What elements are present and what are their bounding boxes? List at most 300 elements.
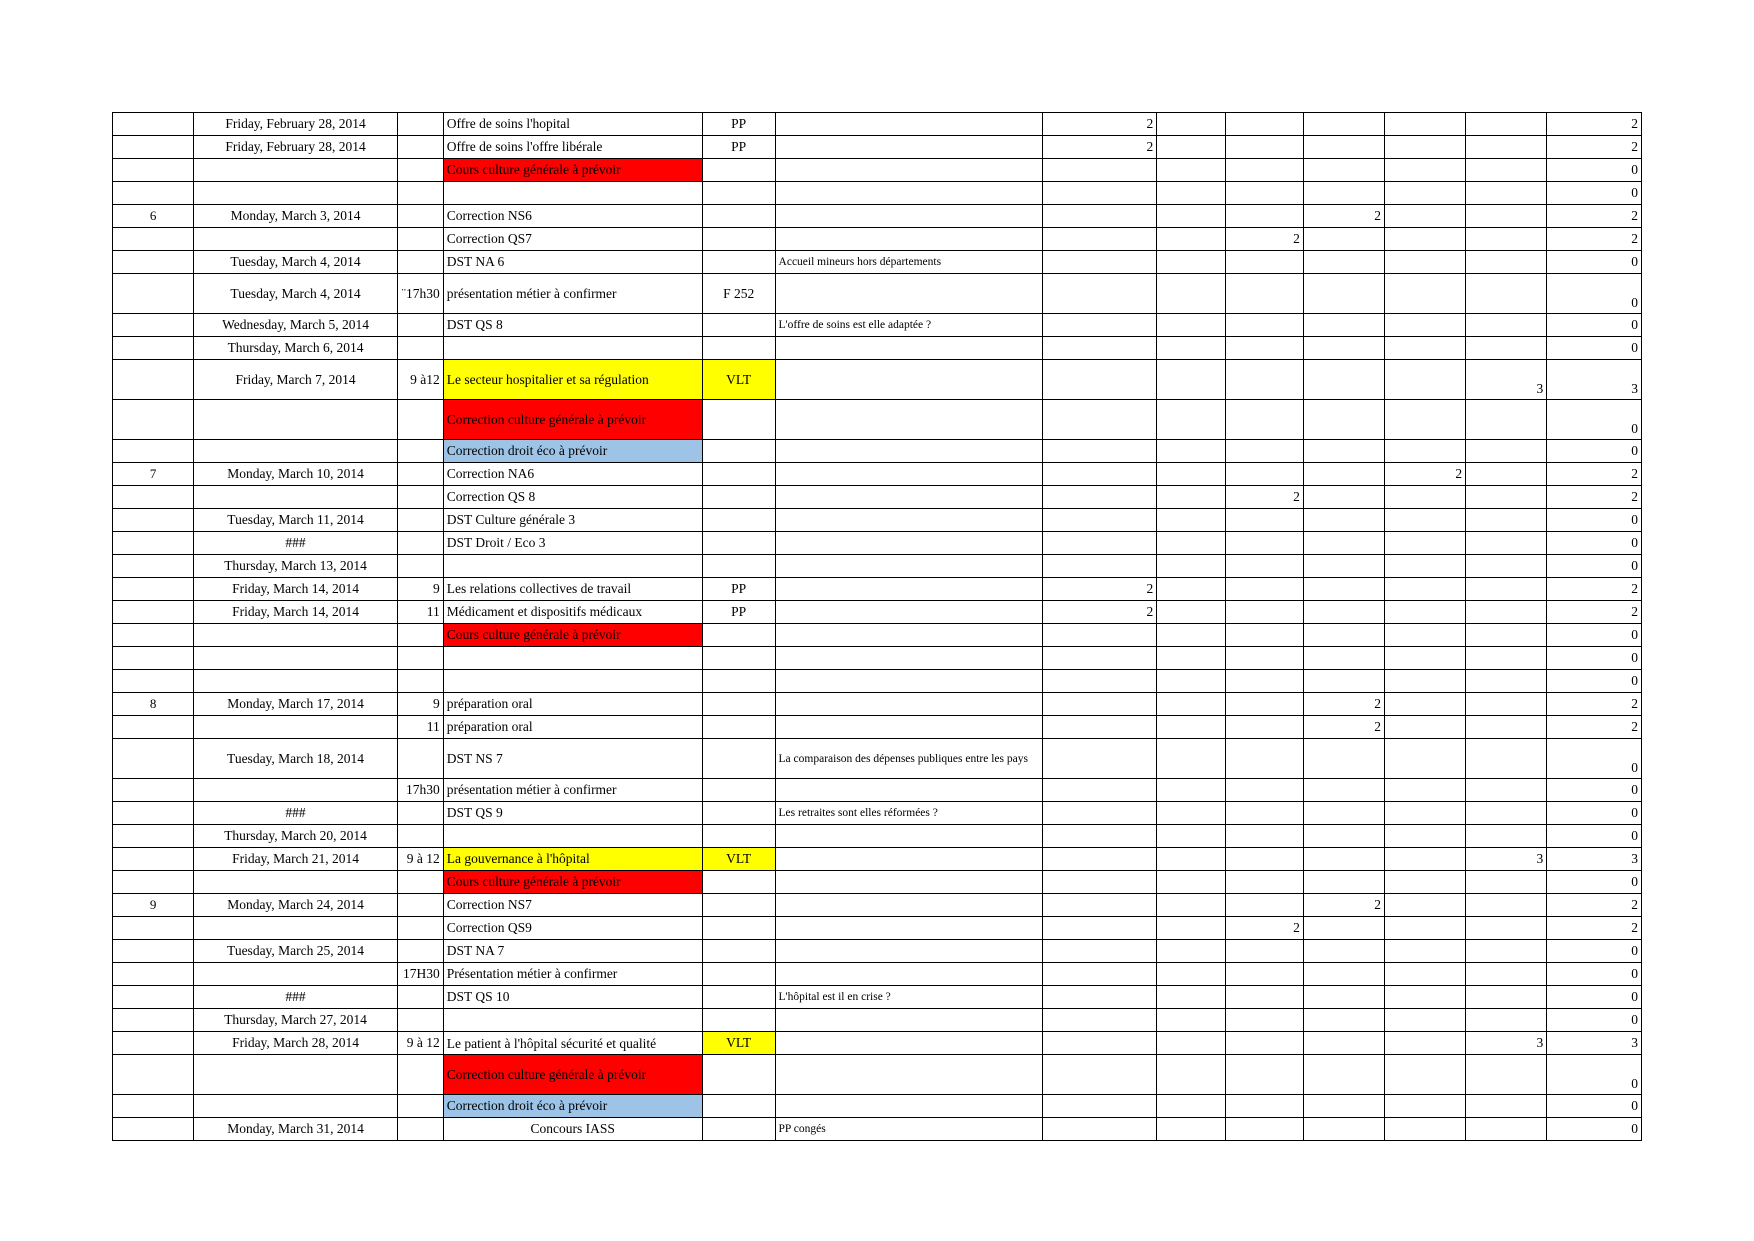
- value-cell-n6[interactable]: [1466, 647, 1547, 670]
- value-cell-n5[interactable]: [1385, 274, 1466, 314]
- value-cell-n5[interactable]: [1385, 205, 1466, 228]
- time-cell[interactable]: [397, 963, 443, 986]
- total-cell[interactable]: [1547, 136, 1642, 159]
- value-cell-n6[interactable]: [1466, 940, 1547, 963]
- date-cell[interactable]: [194, 113, 398, 136]
- date-cell[interactable]: [194, 624, 398, 647]
- time-cell[interactable]: [397, 486, 443, 509]
- value-cell-n1[interactable]: [1042, 693, 1156, 716]
- week-cell[interactable]: [113, 716, 194, 739]
- value-cell-n4[interactable]: [1303, 274, 1384, 314]
- room-cell[interactable]: [702, 739, 775, 779]
- date-cell[interactable]: [194, 578, 398, 601]
- week-cell[interactable]: [113, 894, 194, 917]
- week-cell[interactable]: [113, 693, 194, 716]
- topic-cell[interactable]: [443, 251, 702, 274]
- note-cell[interactable]: [775, 486, 1042, 509]
- value-cell-n2[interactable]: [1157, 1055, 1226, 1095]
- room-cell[interactable]: [702, 136, 775, 159]
- total-cell[interactable]: [1547, 1032, 1642, 1055]
- value-cell-n2[interactable]: [1157, 463, 1226, 486]
- total-cell[interactable]: [1547, 716, 1642, 739]
- value-cell-n6[interactable]: [1466, 400, 1547, 440]
- week-cell[interactable]: [113, 136, 194, 159]
- total-cell[interactable]: [1547, 647, 1642, 670]
- value-cell-n2[interactable]: [1157, 1009, 1226, 1032]
- value-cell-n6[interactable]: [1466, 113, 1547, 136]
- time-cell[interactable]: [397, 1118, 443, 1141]
- value-cell-n4[interactable]: [1303, 963, 1384, 986]
- week-cell[interactable]: [113, 848, 194, 871]
- total-cell[interactable]: [1547, 1055, 1642, 1095]
- value-cell-n5[interactable]: [1385, 251, 1466, 274]
- time-cell[interactable]: [397, 182, 443, 205]
- time-cell[interactable]: [397, 314, 443, 337]
- room-cell[interactable]: [702, 440, 775, 463]
- value-cell-n5[interactable]: [1385, 1055, 1466, 1095]
- time-cell[interactable]: [397, 251, 443, 274]
- value-cell-n6[interactable]: [1466, 578, 1547, 601]
- week-cell[interactable]: [113, 601, 194, 624]
- value-cell-n6[interactable]: [1466, 624, 1547, 647]
- time-cell[interactable]: [397, 400, 443, 440]
- date-cell[interactable]: [194, 486, 398, 509]
- value-cell-n5[interactable]: [1385, 1009, 1466, 1032]
- value-cell-n2[interactable]: [1157, 400, 1226, 440]
- time-cell[interactable]: [397, 647, 443, 670]
- value-cell-n4[interactable]: [1303, 337, 1384, 360]
- value-cell-n1[interactable]: [1042, 532, 1156, 555]
- value-cell-n5[interactable]: [1385, 802, 1466, 825]
- value-cell-n4[interactable]: [1303, 360, 1384, 400]
- total-cell[interactable]: [1547, 802, 1642, 825]
- value-cell-n2[interactable]: [1157, 825, 1226, 848]
- value-cell-n2[interactable]: [1157, 871, 1226, 894]
- week-cell[interactable]: [113, 647, 194, 670]
- week-cell[interactable]: [113, 779, 194, 802]
- value-cell-n2[interactable]: [1157, 739, 1226, 779]
- time-cell[interactable]: [397, 360, 443, 400]
- time-cell[interactable]: [397, 1032, 443, 1055]
- value-cell-n4[interactable]: [1303, 159, 1384, 182]
- total-cell[interactable]: [1547, 360, 1642, 400]
- value-cell-n2[interactable]: [1157, 848, 1226, 871]
- topic-cell[interactable]: [443, 314, 702, 337]
- topic-cell[interactable]: [443, 1055, 702, 1095]
- total-cell[interactable]: [1547, 825, 1642, 848]
- time-cell[interactable]: [397, 555, 443, 578]
- topic-cell[interactable]: [443, 228, 702, 251]
- value-cell-n6[interactable]: [1466, 779, 1547, 802]
- value-cell-n2[interactable]: [1157, 779, 1226, 802]
- week-cell[interactable]: [113, 251, 194, 274]
- room-cell[interactable]: [702, 1055, 775, 1095]
- value-cell-n3[interactable]: [1225, 1118, 1303, 1141]
- value-cell-n3[interactable]: [1225, 1055, 1303, 1095]
- value-cell-n4[interactable]: [1303, 440, 1384, 463]
- value-cell-n4[interactable]: [1303, 871, 1384, 894]
- note-cell[interactable]: [775, 228, 1042, 251]
- value-cell-n3[interactable]: [1225, 917, 1303, 940]
- value-cell-n5[interactable]: [1385, 986, 1466, 1009]
- value-cell-n1[interactable]: [1042, 779, 1156, 802]
- value-cell-n5[interactable]: [1385, 159, 1466, 182]
- value-cell-n1[interactable]: [1042, 894, 1156, 917]
- value-cell-n1[interactable]: [1042, 1055, 1156, 1095]
- room-cell[interactable]: [702, 400, 775, 440]
- value-cell-n4[interactable]: [1303, 693, 1384, 716]
- value-cell-n6[interactable]: [1466, 337, 1547, 360]
- value-cell-n4[interactable]: [1303, 802, 1384, 825]
- note-cell[interactable]: [775, 113, 1042, 136]
- week-cell[interactable]: [113, 532, 194, 555]
- value-cell-n1[interactable]: [1042, 578, 1156, 601]
- time-cell[interactable]: [397, 716, 443, 739]
- note-cell[interactable]: [775, 647, 1042, 670]
- week-cell[interactable]: [113, 1095, 194, 1118]
- value-cell-n2[interactable]: [1157, 940, 1226, 963]
- topic-cell[interactable]: [443, 205, 702, 228]
- time-cell[interactable]: [397, 136, 443, 159]
- note-cell[interactable]: [775, 136, 1042, 159]
- date-cell[interactable]: [194, 182, 398, 205]
- value-cell-n5[interactable]: [1385, 894, 1466, 917]
- total-cell[interactable]: [1547, 532, 1642, 555]
- value-cell-n2[interactable]: [1157, 578, 1226, 601]
- value-cell-n2[interactable]: [1157, 360, 1226, 400]
- topic-cell[interactable]: [443, 1095, 702, 1118]
- week-cell[interactable]: [113, 314, 194, 337]
- value-cell-n6[interactable]: [1466, 274, 1547, 314]
- date-cell[interactable]: [194, 251, 398, 274]
- value-cell-n5[interactable]: [1385, 940, 1466, 963]
- date-cell[interactable]: [194, 647, 398, 670]
- total-cell[interactable]: [1547, 1009, 1642, 1032]
- value-cell-n2[interactable]: [1157, 647, 1226, 670]
- time-cell[interactable]: [397, 894, 443, 917]
- topic-cell[interactable]: [443, 917, 702, 940]
- room-cell[interactable]: [702, 555, 775, 578]
- value-cell-n3[interactable]: [1225, 337, 1303, 360]
- time-cell[interactable]: [397, 440, 443, 463]
- time-cell[interactable]: [397, 509, 443, 532]
- week-cell[interactable]: [113, 871, 194, 894]
- value-cell-n3[interactable]: [1225, 486, 1303, 509]
- value-cell-n3[interactable]: [1225, 205, 1303, 228]
- week-cell[interactable]: [113, 337, 194, 360]
- value-cell-n3[interactable]: [1225, 894, 1303, 917]
- room-cell[interactable]: [702, 486, 775, 509]
- room-cell[interactable]: [702, 779, 775, 802]
- value-cell-n1[interactable]: [1042, 624, 1156, 647]
- value-cell-n5[interactable]: [1385, 624, 1466, 647]
- value-cell-n4[interactable]: [1303, 624, 1384, 647]
- note-cell[interactable]: [775, 159, 1042, 182]
- room-cell[interactable]: [702, 360, 775, 400]
- value-cell-n3[interactable]: [1225, 578, 1303, 601]
- room-cell[interactable]: [702, 228, 775, 251]
- room-cell[interactable]: [702, 624, 775, 647]
- value-cell-n3[interactable]: [1225, 251, 1303, 274]
- value-cell-n3[interactable]: [1225, 159, 1303, 182]
- value-cell-n6[interactable]: [1466, 894, 1547, 917]
- note-cell[interactable]: [775, 532, 1042, 555]
- time-cell[interactable]: [397, 228, 443, 251]
- total-cell[interactable]: [1547, 940, 1642, 963]
- value-cell-n4[interactable]: [1303, 1118, 1384, 1141]
- room-cell[interactable]: [702, 463, 775, 486]
- value-cell-n5[interactable]: [1385, 113, 1466, 136]
- value-cell-n4[interactable]: [1303, 1095, 1384, 1118]
- value-cell-n6[interactable]: [1466, 1118, 1547, 1141]
- date-cell[interactable]: [194, 555, 398, 578]
- total-cell[interactable]: [1547, 314, 1642, 337]
- time-cell[interactable]: [397, 1095, 443, 1118]
- date-cell[interactable]: [194, 1118, 398, 1141]
- value-cell-n2[interactable]: [1157, 486, 1226, 509]
- date-cell[interactable]: [194, 739, 398, 779]
- topic-cell[interactable]: [443, 486, 702, 509]
- note-cell[interactable]: [775, 940, 1042, 963]
- value-cell-n5[interactable]: [1385, 228, 1466, 251]
- week-cell[interactable]: [113, 509, 194, 532]
- value-cell-n6[interactable]: [1466, 825, 1547, 848]
- time-cell[interactable]: [397, 274, 443, 314]
- value-cell-n2[interactable]: [1157, 1095, 1226, 1118]
- topic-cell[interactable]: [443, 509, 702, 532]
- date-cell[interactable]: [194, 716, 398, 739]
- date-cell[interactable]: [194, 136, 398, 159]
- week-cell[interactable]: [113, 486, 194, 509]
- week-cell[interactable]: [113, 825, 194, 848]
- value-cell-n5[interactable]: [1385, 182, 1466, 205]
- value-cell-n5[interactable]: [1385, 400, 1466, 440]
- room-cell[interactable]: [702, 578, 775, 601]
- value-cell-n2[interactable]: [1157, 205, 1226, 228]
- value-cell-n3[interactable]: [1225, 1032, 1303, 1055]
- note-cell[interactable]: [775, 509, 1042, 532]
- topic-cell[interactable]: [443, 802, 702, 825]
- time-cell[interactable]: [397, 205, 443, 228]
- value-cell-n6[interactable]: [1466, 228, 1547, 251]
- value-cell-n4[interactable]: [1303, 182, 1384, 205]
- room-cell[interactable]: [702, 917, 775, 940]
- value-cell-n3[interactable]: [1225, 624, 1303, 647]
- value-cell-n2[interactable]: [1157, 963, 1226, 986]
- value-cell-n5[interactable]: [1385, 825, 1466, 848]
- total-cell[interactable]: [1547, 400, 1642, 440]
- week-cell[interactable]: [113, 940, 194, 963]
- value-cell-n5[interactable]: [1385, 716, 1466, 739]
- time-cell[interactable]: [397, 601, 443, 624]
- date-cell[interactable]: [194, 779, 398, 802]
- value-cell-n2[interactable]: [1157, 274, 1226, 314]
- note-cell[interactable]: [775, 848, 1042, 871]
- date-cell[interactable]: [194, 1032, 398, 1055]
- topic-cell[interactable]: [443, 670, 702, 693]
- time-cell[interactable]: [397, 693, 443, 716]
- total-cell[interactable]: [1547, 509, 1642, 532]
- value-cell-n2[interactable]: [1157, 314, 1226, 337]
- value-cell-n2[interactable]: [1157, 182, 1226, 205]
- value-cell-n2[interactable]: [1157, 693, 1226, 716]
- topic-cell[interactable]: [443, 825, 702, 848]
- room-cell[interactable]: [702, 532, 775, 555]
- total-cell[interactable]: [1547, 228, 1642, 251]
- value-cell-n4[interactable]: [1303, 205, 1384, 228]
- value-cell-n6[interactable]: [1466, 463, 1547, 486]
- value-cell-n2[interactable]: [1157, 1032, 1226, 1055]
- value-cell-n2[interactable]: [1157, 986, 1226, 1009]
- value-cell-n5[interactable]: [1385, 1032, 1466, 1055]
- value-cell-n5[interactable]: [1385, 693, 1466, 716]
- date-cell[interactable]: [194, 871, 398, 894]
- week-cell[interactable]: [113, 670, 194, 693]
- value-cell-n2[interactable]: [1157, 440, 1226, 463]
- total-cell[interactable]: [1547, 739, 1642, 779]
- value-cell-n1[interactable]: [1042, 251, 1156, 274]
- value-cell-n1[interactable]: [1042, 825, 1156, 848]
- value-cell-n2[interactable]: [1157, 624, 1226, 647]
- week-cell[interactable]: [113, 400, 194, 440]
- value-cell-n1[interactable]: [1042, 917, 1156, 940]
- topic-cell[interactable]: [443, 182, 702, 205]
- value-cell-n6[interactable]: [1466, 963, 1547, 986]
- week-cell[interactable]: [113, 578, 194, 601]
- total-cell[interactable]: [1547, 1118, 1642, 1141]
- value-cell-n6[interactable]: [1466, 159, 1547, 182]
- value-cell-n2[interactable]: [1157, 251, 1226, 274]
- room-cell[interactable]: [702, 509, 775, 532]
- value-cell-n2[interactable]: [1157, 894, 1226, 917]
- time-cell[interactable]: [397, 739, 443, 779]
- value-cell-n3[interactable]: [1225, 532, 1303, 555]
- total-cell[interactable]: [1547, 337, 1642, 360]
- value-cell-n1[interactable]: [1042, 963, 1156, 986]
- total-cell[interactable]: [1547, 963, 1642, 986]
- total-cell[interactable]: [1547, 894, 1642, 917]
- value-cell-n5[interactable]: [1385, 670, 1466, 693]
- time-cell[interactable]: [397, 848, 443, 871]
- value-cell-n4[interactable]: [1303, 739, 1384, 779]
- value-cell-n1[interactable]: [1042, 871, 1156, 894]
- date-cell[interactable]: [194, 940, 398, 963]
- value-cell-n5[interactable]: [1385, 509, 1466, 532]
- room-cell[interactable]: [702, 963, 775, 986]
- date-cell[interactable]: [194, 314, 398, 337]
- note-cell[interactable]: [775, 986, 1042, 1009]
- value-cell-n3[interactable]: [1225, 182, 1303, 205]
- note-cell[interactable]: [775, 205, 1042, 228]
- topic-cell[interactable]: [443, 440, 702, 463]
- value-cell-n1[interactable]: [1042, 1009, 1156, 1032]
- value-cell-n1[interactable]: [1042, 205, 1156, 228]
- value-cell-n2[interactable]: [1157, 802, 1226, 825]
- room-cell[interactable]: [702, 693, 775, 716]
- value-cell-n3[interactable]: [1225, 228, 1303, 251]
- time-cell[interactable]: [397, 463, 443, 486]
- value-cell-n1[interactable]: [1042, 228, 1156, 251]
- value-cell-n3[interactable]: [1225, 739, 1303, 779]
- value-cell-n4[interactable]: [1303, 1032, 1384, 1055]
- time-cell[interactable]: [397, 825, 443, 848]
- value-cell-n4[interactable]: [1303, 486, 1384, 509]
- date-cell[interactable]: [194, 440, 398, 463]
- date-cell[interactable]: [194, 228, 398, 251]
- date-cell[interactable]: [194, 601, 398, 624]
- value-cell-n6[interactable]: [1466, 871, 1547, 894]
- value-cell-n6[interactable]: [1466, 848, 1547, 871]
- value-cell-n5[interactable]: [1385, 917, 1466, 940]
- room-cell[interactable]: [702, 274, 775, 314]
- note-cell[interactable]: [775, 1118, 1042, 1141]
- value-cell-n1[interactable]: [1042, 1032, 1156, 1055]
- week-cell[interactable]: [113, 1118, 194, 1141]
- room-cell[interactable]: [702, 314, 775, 337]
- value-cell-n1[interactable]: [1042, 802, 1156, 825]
- value-cell-n1[interactable]: [1042, 337, 1156, 360]
- value-cell-n1[interactable]: [1042, 400, 1156, 440]
- value-cell-n6[interactable]: [1466, 670, 1547, 693]
- note-cell[interactable]: [775, 963, 1042, 986]
- value-cell-n4[interactable]: [1303, 647, 1384, 670]
- value-cell-n3[interactable]: [1225, 400, 1303, 440]
- total-cell[interactable]: [1547, 251, 1642, 274]
- value-cell-n4[interactable]: [1303, 400, 1384, 440]
- value-cell-n4[interactable]: [1303, 509, 1384, 532]
- value-cell-n5[interactable]: [1385, 848, 1466, 871]
- date-cell[interactable]: [194, 532, 398, 555]
- value-cell-n6[interactable]: [1466, 1032, 1547, 1055]
- value-cell-n6[interactable]: [1466, 917, 1547, 940]
- value-cell-n5[interactable]: [1385, 532, 1466, 555]
- value-cell-n4[interactable]: [1303, 670, 1384, 693]
- value-cell-n3[interactable]: [1225, 693, 1303, 716]
- room-cell[interactable]: [702, 670, 775, 693]
- week-cell[interactable]: [113, 440, 194, 463]
- room-cell[interactable]: [702, 113, 775, 136]
- note-cell[interactable]: [775, 440, 1042, 463]
- date-cell[interactable]: [194, 337, 398, 360]
- total-cell[interactable]: [1547, 555, 1642, 578]
- total-cell[interactable]: [1547, 113, 1642, 136]
- value-cell-n1[interactable]: [1042, 940, 1156, 963]
- value-cell-n4[interactable]: [1303, 555, 1384, 578]
- time-cell[interactable]: [397, 986, 443, 1009]
- value-cell-n1[interactable]: [1042, 136, 1156, 159]
- topic-cell[interactable]: [443, 337, 702, 360]
- room-cell[interactable]: [702, 251, 775, 274]
- note-cell[interactable]: [775, 314, 1042, 337]
- topic-cell[interactable]: [443, 578, 702, 601]
- value-cell-n3[interactable]: [1225, 463, 1303, 486]
- note-cell[interactable]: [775, 274, 1042, 314]
- value-cell-n6[interactable]: [1466, 716, 1547, 739]
- value-cell-n3[interactable]: [1225, 779, 1303, 802]
- value-cell-n1[interactable]: [1042, 486, 1156, 509]
- total-cell[interactable]: [1547, 871, 1642, 894]
- value-cell-n3[interactable]: [1225, 940, 1303, 963]
- value-cell-n5[interactable]: [1385, 486, 1466, 509]
- room-cell[interactable]: [702, 802, 775, 825]
- time-cell[interactable]: [397, 337, 443, 360]
- value-cell-n5[interactable]: [1385, 1118, 1466, 1141]
- value-cell-n4[interactable]: [1303, 940, 1384, 963]
- note-cell[interactable]: [775, 1055, 1042, 1095]
- week-cell[interactable]: [113, 463, 194, 486]
- value-cell-n1[interactable]: [1042, 739, 1156, 779]
- value-cell-n2[interactable]: [1157, 670, 1226, 693]
